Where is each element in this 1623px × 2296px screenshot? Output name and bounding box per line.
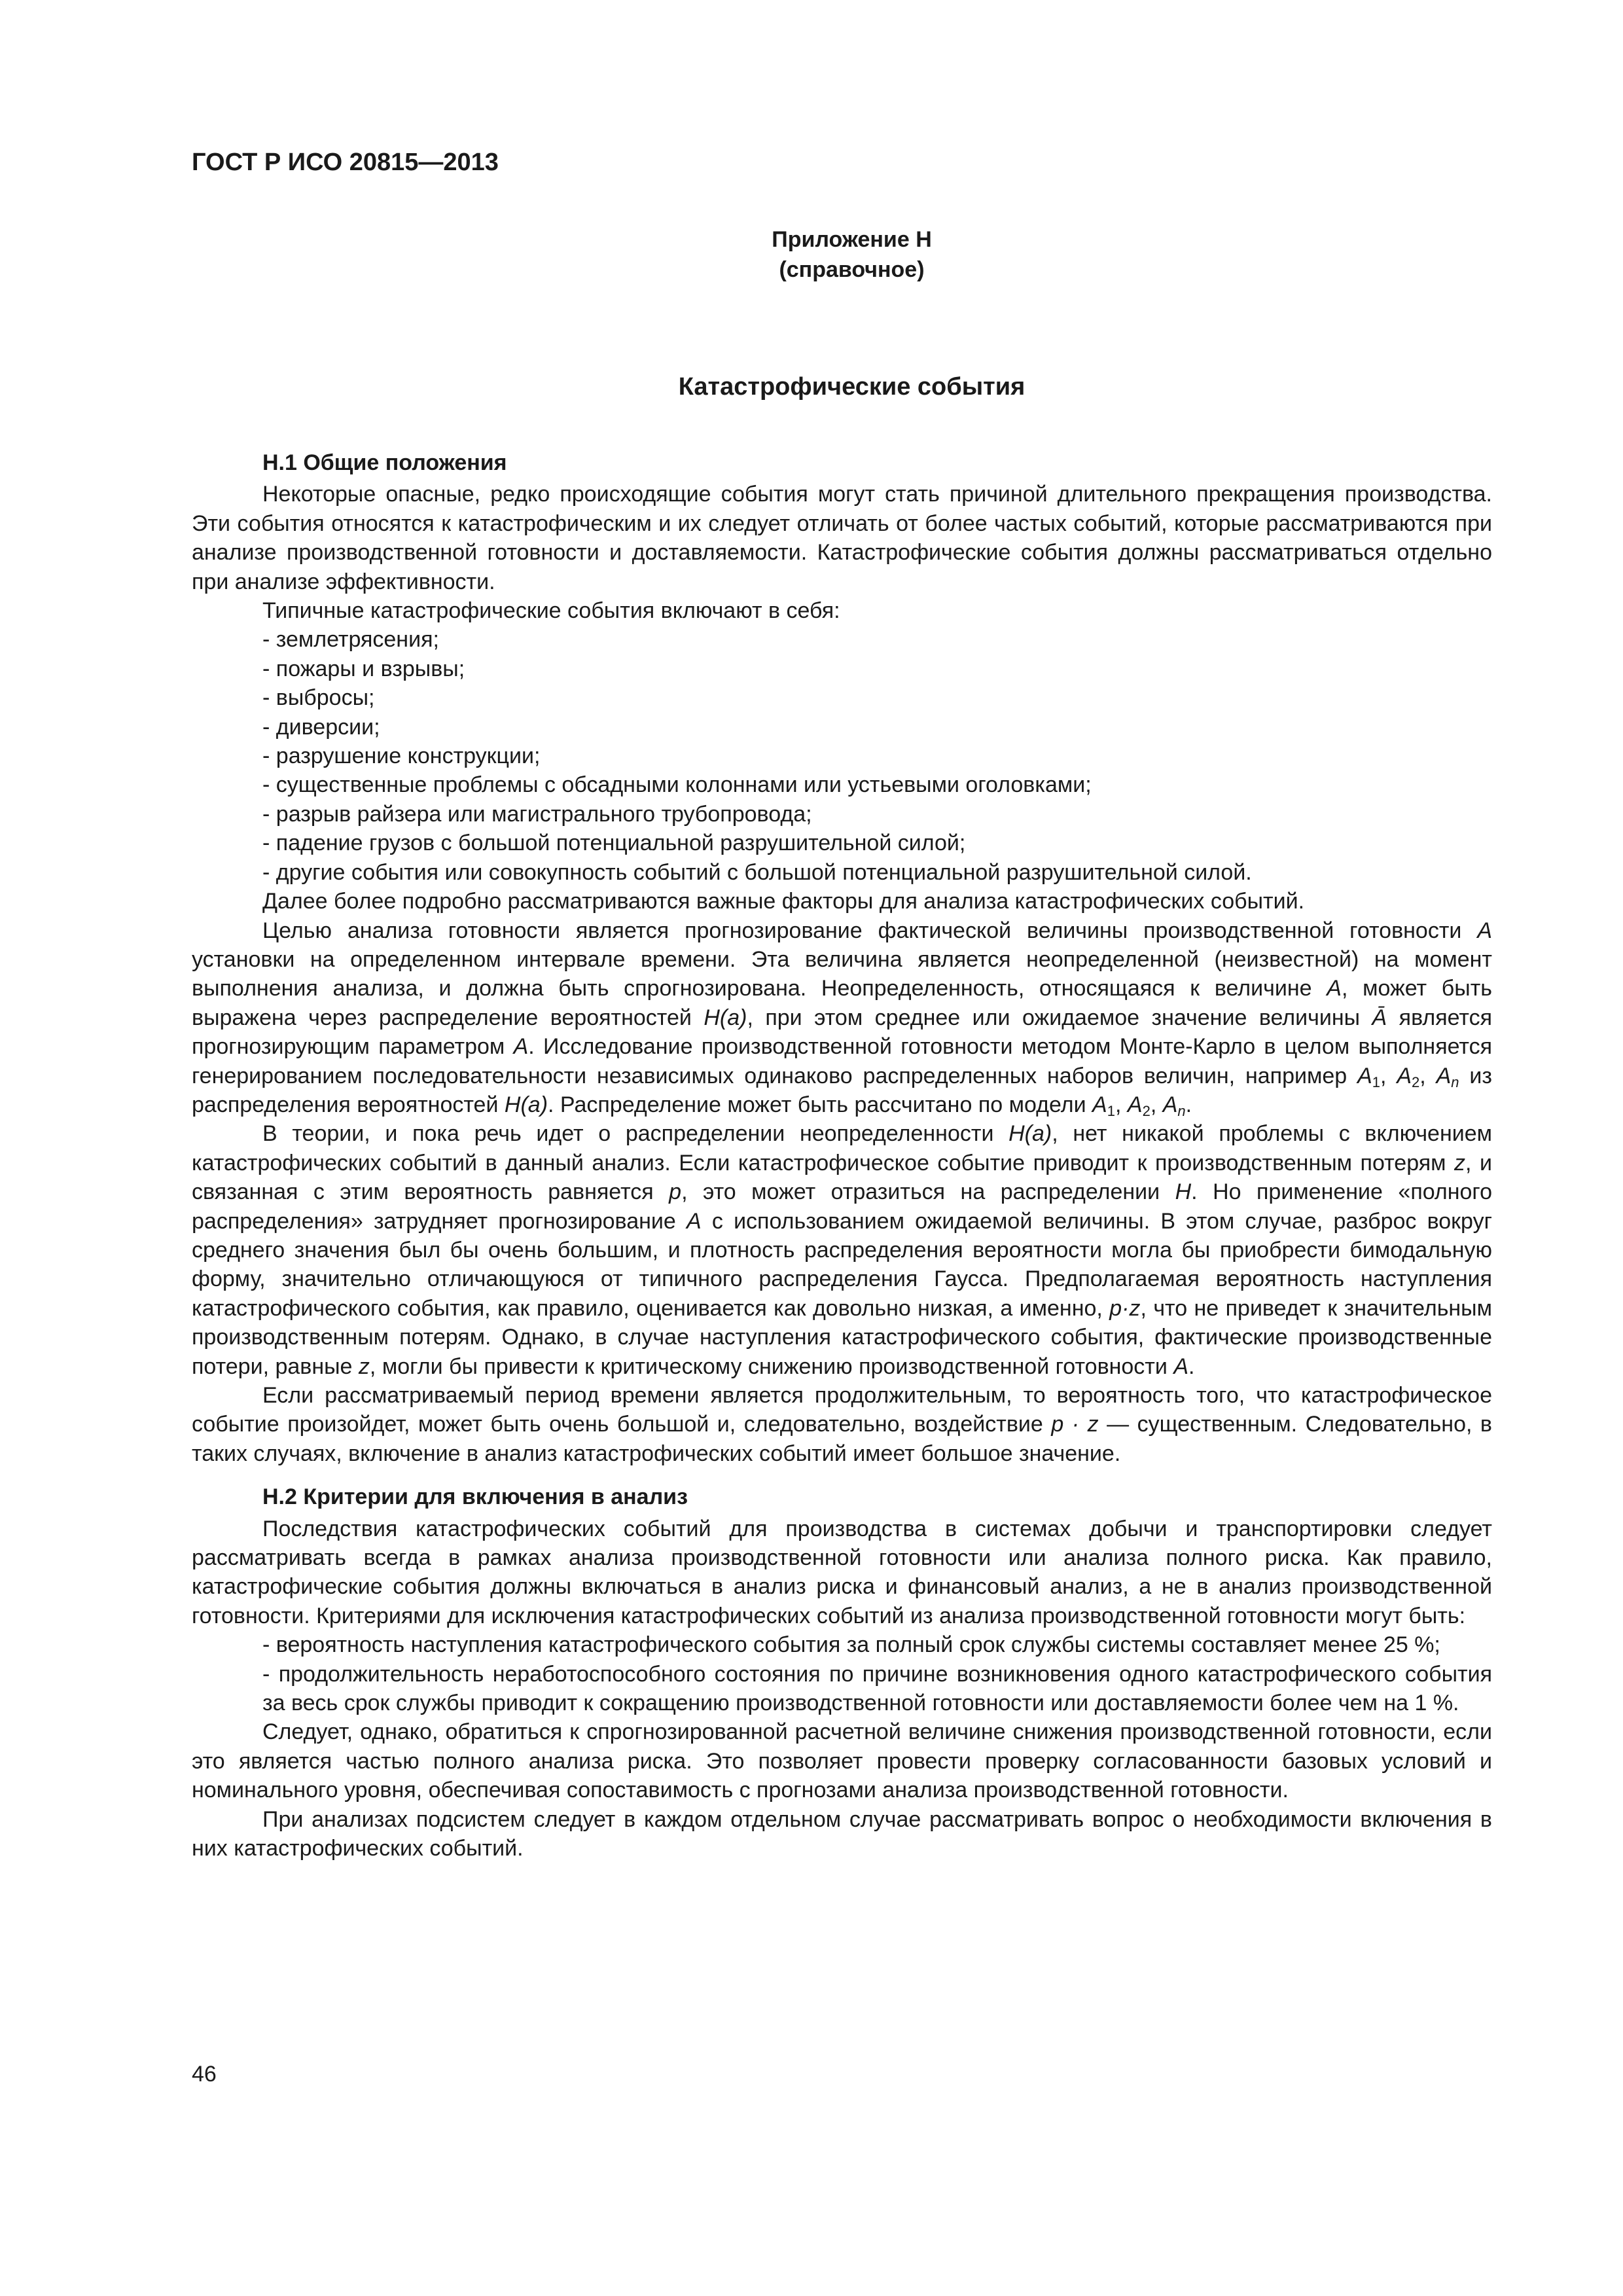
paragraph: Некоторые опасные, редко происходящие события могут стать причиной длительного прекращения производства. Эти события относятся к катастрофическим и их следует отличать от более частых событий, которые рассматриваются при анализе производственной готовности и доставляемости. Катастрофические события должны рассматриваться отдельно при анализе эффективности. bbox=[192, 482, 1492, 594]
paragraph: Типичные катастрофические события включают в себя: bbox=[262, 598, 840, 624]
section-heading-h2: Н.2 Критерии для включения в анализ bbox=[262, 1484, 688, 1510]
list-item: - падение грузов с большой потенциальной разрушительной силой; bbox=[192, 829, 1492, 857]
document-body bbox=[192, 448, 1492, 1863]
paragraph-theory: В теории, и пока речь идет о распределении неопределенности H(a), нет никакой проблемы с включением катастрофических событий в данный анализ. Если катастрофическое событие приводит к производственным потерям z, и связанная с этим вероятность равняется p, это может отразиться на распределении H. Но применение «полного распределения» затрудняет прогнозирование A с использованием ожидаемой величины. В этом случае, разброс вокруг среднего значения был бы очень большим, и плотность распределения вероятности могла бы приобрести бимодальную форму, значительно отличающуюся от типичного распределения Гаусса. Предполагаемая вероятность наступления катастрофического события, как правило, оценивается как довольно низкая, а именно, p·z, что не приведет к значительным производственным потерям. Однако, в случае наступления катастрофического события, фактические производственные потери, равные z, могли бы привести к критическому снижению производственной готовности A. bbox=[192, 1121, 1492, 1379]
list-item: - разрыв райзера или магистрального трубопровода; bbox=[192, 800, 1492, 829]
list-item: - существенные проблемы с обсадными колоннами или устьевыми оголовками; bbox=[192, 770, 1492, 799]
list-item: - другие события или совокупность событий с большой потенциальной разрушительной силой. bbox=[192, 858, 1492, 887]
annex-label: Приложение Н bbox=[772, 227, 932, 252]
annex-kind: (справочное) bbox=[779, 257, 925, 282]
document-code: ГОСТ Р ИСО 20815—2013 bbox=[192, 149, 499, 176]
paragraph: Последствия катастрофических событий для производства в системах добычи и транспортировки следует рассматривать всегда в рамках анализа производственной готовности или анализа полного риска. Как правило, катастрофические события должны включаться в анализ риска и финансовый анализ, а не в анализ производственной готовности. Критериями для исключения катастрофических событий из анализа производственной готовности могут быть: bbox=[192, 1516, 1492, 1628]
annex-heading bbox=[192, 224, 1420, 285]
list-item: - пожары и взрывы; bbox=[192, 655, 1492, 683]
list-item: - диверсии; bbox=[192, 713, 1492, 742]
list-item: - разрушение конструкции; bbox=[192, 742, 1492, 770]
page-number: 46 bbox=[192, 2062, 217, 2087]
list-item: - продолжительность неработоспособного состояния по причине возникновения одного катастрофического события за весь срок службы приводит к сокращению производственной готовности или доставляемости более чем на 1 %. bbox=[192, 1660, 1492, 1718]
list-item: - землетрясения; bbox=[192, 625, 1492, 654]
event-list bbox=[192, 625, 1492, 887]
paragraph-availability: Целью анализа готовности является прогнозирование фактической величины производственной готовности A установки на определенном интервале времени. Эта величина является неопределенной (неизвестной) на момент выполнения анализа, и должна быть спрогнозирована. Неопределенность, относящаяся к величине A, может быть выражена через распределение вероятностей H(a), при этом среднее или ожидаемое значение величины Ā является прогнозирующим параметром A. Исследование производственной готовности методом Монте-Карло в целом выполняется генерированием последовательности независимых одинаково распределенных наборов величин, например $A_1$, $A_2$, $A_n$ из распределения вероятностей H(a). Распределение может быть рассчитано по модели $A_1$, $A_2$, $A_n$. bbox=[192, 918, 1492, 1119]
annex-title: Катастрофические события bbox=[678, 373, 1026, 401]
paragraph-period: Если рассматриваемый период времени является продолжительным, то вероятность того, что катастрофическое событие произойдет, может быть очень большой и, следовательно, воздействие p · z — существенным. Следовательно, в таких случаях, включение в анализ катастрофических событий имеет большое значение. bbox=[192, 1383, 1492, 1466]
paragraph: При анализах подсистем следует в каждом отдельном случае рассматривать вопрос о необходимости включения в них катастрофических событий. bbox=[192, 1806, 1492, 1861]
paragraph: Следует, однако, обратиться к спрогнозированной расчетной величине снижения производственной готовности, если это является частью полного анализа риска. Это позволяет провести проверку согласованности базовых условий и номинального уровня, обеспечивая сопоставимость с прогнозами анализа производственной готовности. bbox=[192, 1719, 1492, 1803]
list-item: - вероятность наступления катастрофического события за полный срок службы системы составляет менее 25 %; bbox=[192, 1630, 1492, 1659]
paragraph: Далее более подробно рассматриваются важные факторы для анализа катастрофических событий. bbox=[262, 889, 1305, 914]
list-item: - выбросы; bbox=[192, 683, 1492, 712]
criteria-list bbox=[192, 1630, 1492, 1717]
section-heading-h1: Н.1 Общие положения bbox=[262, 450, 507, 475]
